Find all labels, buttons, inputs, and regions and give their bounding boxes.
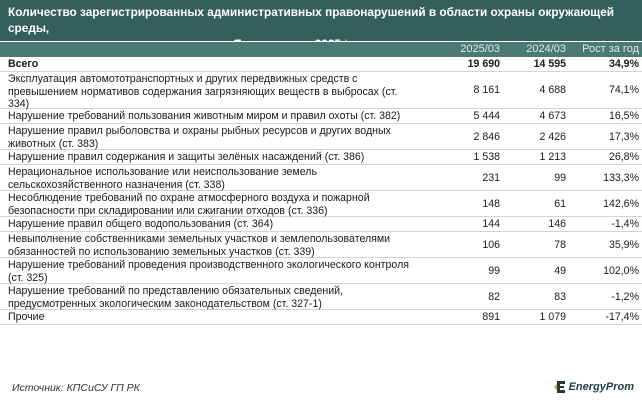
- row-label: Нарушение правил содержания и защиты зелёных насаждений (ст. 386): [8, 151, 365, 164]
- value-growth: 34,9%: [608, 58, 639, 71]
- value-2025: 5 444: [473, 110, 500, 123]
- table-row: [0, 191, 642, 217]
- table-title: [0, 0, 642, 41]
- value-2024: 61: [554, 197, 566, 210]
- table-row: [0, 217, 642, 232]
- row-label: Несоблюдение требований по охране атмосферного воздуха и пожарной безопасности при складировании или сжигании отходов (ст. 336): [8, 192, 370, 217]
- brand-name: EnergyProm: [568, 381, 634, 393]
- energyprom-logo-icon: [554, 380, 566, 394]
- value-2024: 83: [554, 290, 566, 303]
- value-growth: 102,0%: [603, 264, 639, 277]
- value-growth: -1,4%: [611, 218, 639, 231]
- value-2025: 8 161: [473, 84, 500, 97]
- value-2025: 106: [482, 238, 500, 251]
- value-2024: 49: [554, 264, 566, 277]
- value-growth: 26,8%: [608, 151, 639, 164]
- value-growth: 133,3%: [603, 171, 639, 184]
- table-row: [0, 232, 642, 258]
- table-row: [0, 258, 642, 284]
- value-growth: -1,2%: [611, 290, 639, 303]
- value-2024: 2 426: [539, 130, 566, 143]
- table-row: [0, 284, 642, 310]
- value-2024: 4 673: [539, 110, 566, 123]
- value-2024: 4 688: [539, 84, 566, 97]
- table-row: [0, 72, 642, 109]
- table-row: [0, 310, 642, 325]
- source-note: Источник: КПСиСУ ГП РК: [12, 382, 140, 394]
- column-header-growth: Рост за год: [582, 43, 639, 55]
- value-2025: 2 846: [473, 130, 500, 143]
- value-2024: 14 595: [533, 58, 566, 71]
- column-header-row: [0, 42, 642, 57]
- table-row: [0, 124, 642, 150]
- value-2025: 231: [482, 171, 500, 184]
- title-line-1: Количество зарегистрированных административных правонарушений в области охраны окружающей среды,: [8, 5, 615, 35]
- value-2024: 1 079: [539, 311, 566, 324]
- value-2024: 1 213: [539, 151, 566, 164]
- table-body: [0, 57, 642, 325]
- total-row: [0, 57, 642, 72]
- value-2025: 82: [488, 290, 500, 303]
- row-label: Нарушение правил общего водопользования (ст. 364): [8, 218, 274, 231]
- value-2025: 19 690: [467, 58, 500, 71]
- table-row: [0, 150, 642, 165]
- value-growth: 74,1%: [608, 84, 639, 97]
- brand-logo: [554, 380, 634, 394]
- value-growth: 17,3%: [608, 130, 639, 143]
- row-label: Нерациональное использование или неиспользование земель сельскохозяйственного назначения (ст. 338): [8, 166, 317, 191]
- row-label: Нарушение требований пользования животным миром и правил охоты (ст. 382): [8, 110, 401, 123]
- value-2025: 144: [482, 218, 500, 231]
- value-2024: 146: [548, 218, 566, 231]
- value-2024: 78: [554, 238, 566, 251]
- row-label: Всего: [8, 58, 39, 71]
- column-header-2025: 2025/03: [460, 43, 500, 55]
- row-label: Нарушение требований проведения производственного экологического контроля (ст. 325): [8, 259, 409, 284]
- value-2025: 99: [488, 264, 500, 277]
- row-label: Эксплуатация автомототранспортных и других передвижных средств с превышением нормативов содержания загрязняющих веществ в выбросах (ст. 334): [8, 73, 398, 111]
- column-header-2024: 2024/03: [526, 43, 566, 55]
- value-growth: 35,9%: [608, 238, 639, 251]
- row-label: Нарушение требований по представлению обязательных сведений, предусмотренных экологическим законодательством (ст. 327-1): [8, 285, 344, 310]
- value-2025: 148: [482, 197, 500, 210]
- value-growth: 142,6%: [603, 197, 639, 210]
- table-row: [0, 109, 642, 124]
- row-label: Прочие: [8, 311, 45, 324]
- value-growth: -17,4%: [605, 311, 639, 324]
- table-row: [0, 165, 642, 191]
- row-label: Невыполнение собственниками земельных участков и землепользователями обязанностей по использованию земельных участков (ст. 339): [8, 233, 391, 258]
- value-growth: 16,5%: [608, 110, 639, 123]
- value-2025: 1 538: [473, 151, 500, 164]
- value-2024: 99: [554, 171, 566, 184]
- row-label: Нарушение правил рыболовства и охраны рыбных ресурсов и других водных животных (ст. 383): [8, 125, 391, 150]
- value-2025: 891: [482, 311, 500, 324]
